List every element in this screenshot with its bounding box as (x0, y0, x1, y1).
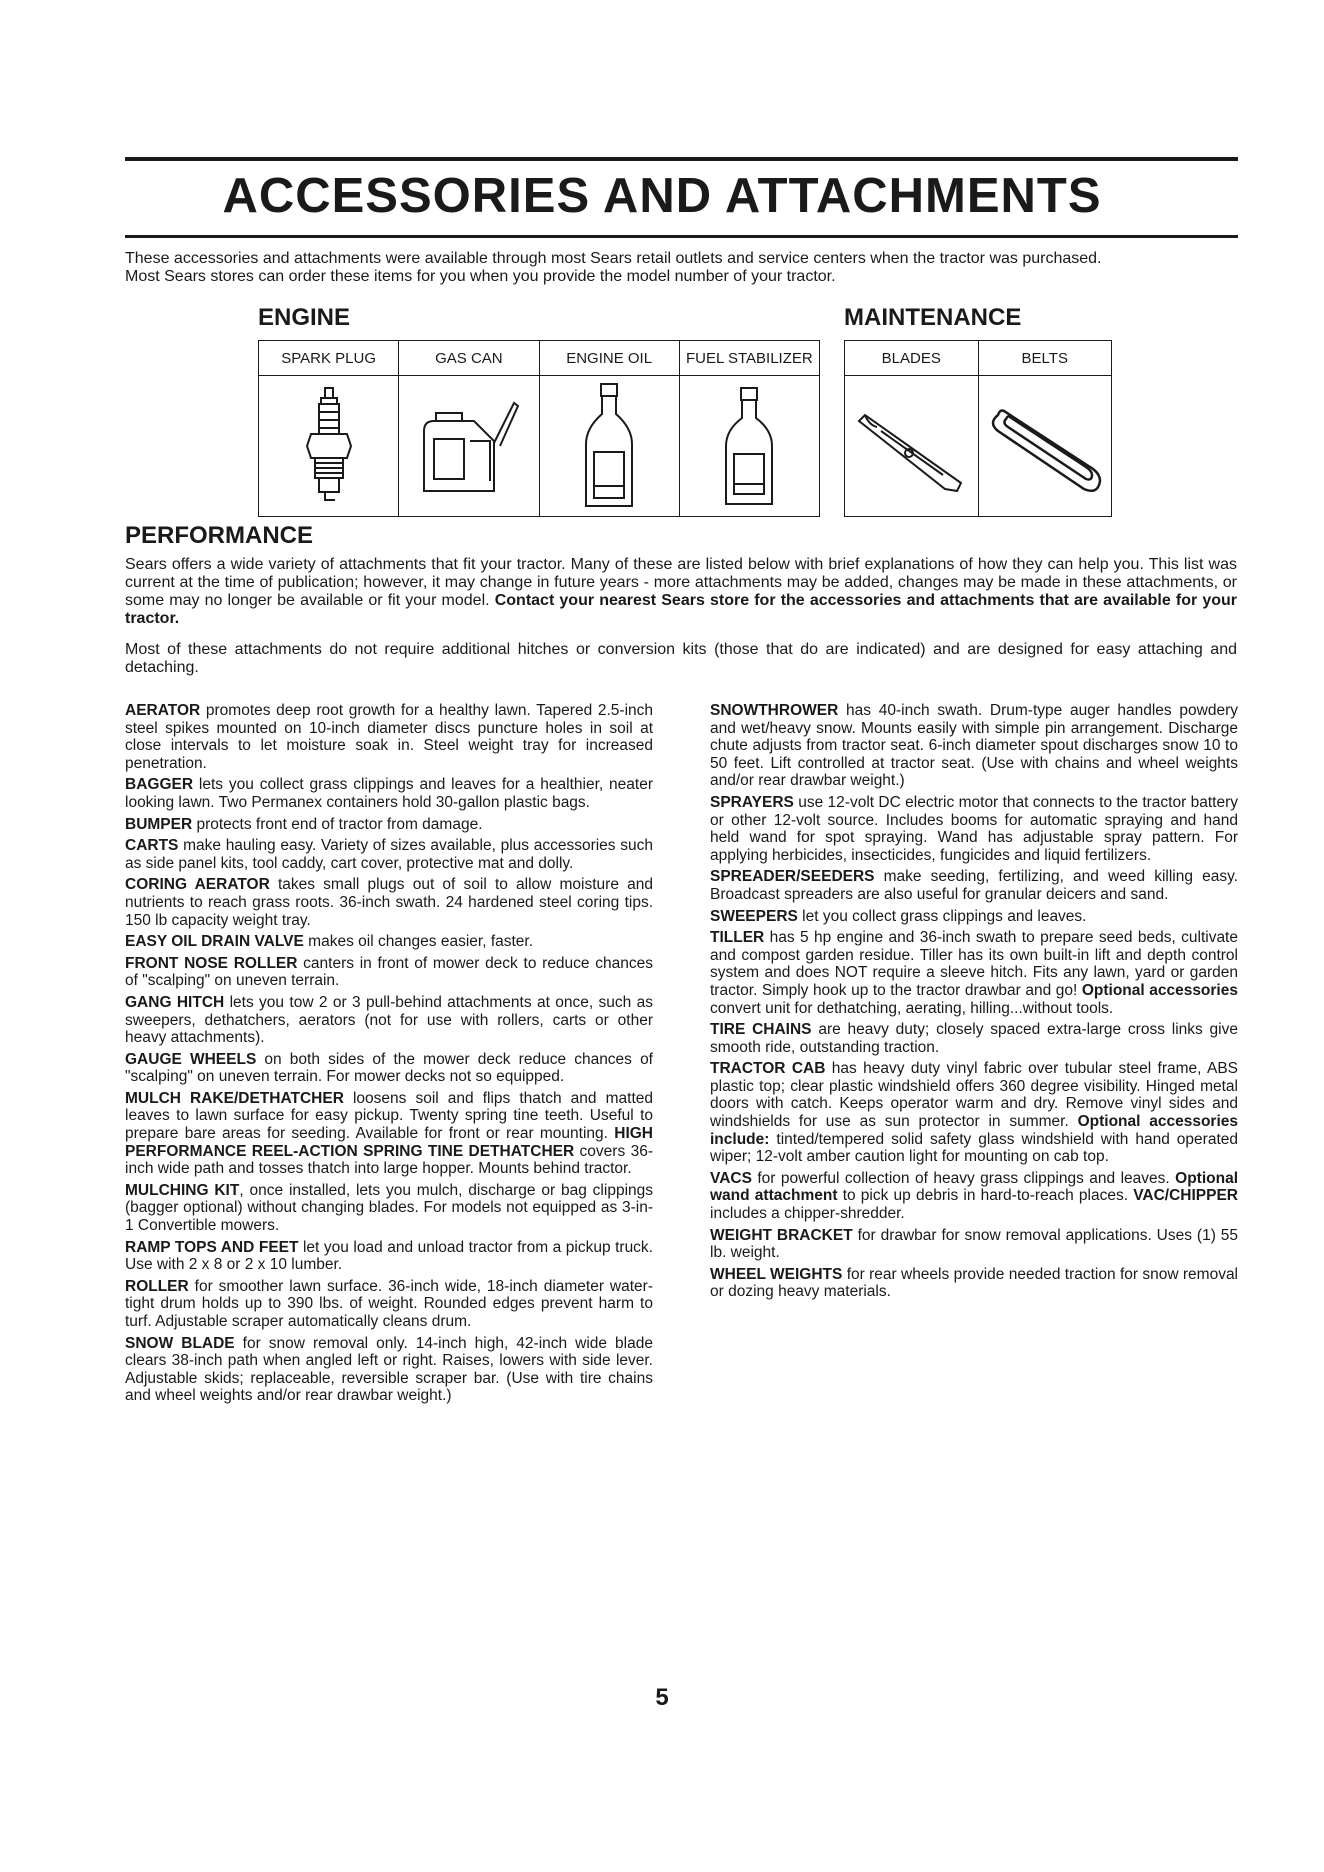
performance-text (125, 556, 1237, 628)
page-title: ACCESSORIES AND ATTACHMENTS (222, 169, 1102, 223)
intro-line-1: These accessories and attachments were available through most Sears retail outlets and service centers when the tractor was purchased. (125, 250, 1102, 267)
list-item: WHEEL WEIGHTS for rear wheels provide needed traction for snow removal or dozing heavy materials. (710, 1265, 1239, 1301)
fuel-stabilizer-label: FUEL STABILIZER (679, 341, 819, 376)
intro-text (125, 250, 1237, 286)
list-item: RAMP TOPS AND FEET let you load and unload tractor from a pickup truck. Use with 2 x 8 or 2 x 10 lumber. (125, 1238, 653, 1274)
list-item: FRONT NOSE ROLLER canters in front of mower deck to reduce chances of "scalping" on uneven terrain. (125, 954, 653, 990)
belts-label: BELTS (978, 341, 1112, 376)
performance-heading: PERFORMANCE (125, 522, 314, 549)
list-item: TRACTOR CAB has heavy duty vinyl fabric over tubular steel frame, ABS plastic top; clear plastic windshield offers 360 degree visibility. Hinged metal doors with catch. Keeps operator warm and dry. Remove vinyl sides and windshields for use as sun protector in summer. Optional accessories include: tinted/tempered solid safety glass windshield with hand operated wiper; 12-volt amber caution light for mounting on cab top. (710, 1060, 1239, 1166)
fuel-stabilizer-cell (679, 376, 819, 517)
oil-bottle-icon (574, 382, 644, 510)
list-item: MULCH RAKE/DETHATCHER loosens soil and flips thatch and matted leaves to lawn surface for easy pickup. Twenty spring tine teeth. Useful to prepare bare areas for seeding. Available for front or rear mounting. HIGH PERFORMANCE REEL-ACTION SPRING TINE DETHATCHER covers 36-inch wide path and tosses thatch into large hopper. Mounts behind tractor. (125, 1089, 653, 1178)
blades-label: BLADES (845, 341, 979, 376)
list-item: SPRAYERS use 12-volt DC electric motor that connects to the tractor battery or other 12-volt source. Includes booms for automatic spraying and hand held wand for spot spraying. Wand has adjustable spray pattern. For applying herbicides, insecticides, fungicides and liquid fertilizers. (710, 793, 1238, 864)
engine-oil-label: ENGINE OIL (539, 341, 679, 376)
list-item: MULCHING KIT, once installed, lets you mulch, discharge or bag clippings (bagger optional) without changing blades. For models not equipped as 3-in-1 Convertible mowers. (125, 1181, 653, 1235)
engine-oil-cell (539, 376, 679, 517)
intro-line-2: Most Sears stores can order these items for you when you provide the model number of your tractor. (125, 268, 836, 285)
performance-paragraph-2: Most of these attachments do not require additional hitches or conversion kits (those that do are indicated) and are designed for easy attaching and detaching. (125, 641, 1237, 676)
list-item: SWEEPERS let you collect grass clippings and leaves. (710, 907, 1087, 925)
maintenance-heading: MAINTENANCE (844, 304, 1022, 331)
top-rule (125, 157, 1238, 161)
list-item: CARTS make hauling easy. Variety of sizes available, plus accessories such as side panel kits, tool caddy, cart cover, protective mat and dolly. (125, 837, 653, 872)
list-item: SNOW BLADE for snow removal only. 14-inch high, 42-inch wide blade clears 38-inch path when angled left or right. Raises, lowers with side lever. Adjustable skids; replaceable, reversible scraper bar. (Use with tire chains and wheel weights and/or rear drawbar weight.) (125, 1334, 653, 1405)
title-underline (125, 235, 1238, 238)
list-item: VACS for powerful collection of heavy grass clippings and leaves. Optional wand attachment to pick up debris in hard-to-reach places. VAC/CHIPPER includes a chipper-shredder. (710, 1169, 1238, 1223)
spark-plug-label: SPARK PLUG (259, 341, 399, 376)
list-item: BAGGER lets you collect grass clippings and leaves for a healthier, neater looking lawn. Two Permanex containers hold 30-gallon plastic bags. (125, 776, 653, 811)
engine-table (258, 340, 820, 517)
spark-plug-icon (299, 386, 359, 506)
performance-paragraph-1: Sears offers a wide variety of attachments that fit your tractor. Many of these are listed below with brief explanations of how they can help you. This list was current at the time of publication; however, it may change in future years - more attachments may be added, changes may be made in these attachments, or some may no longer be available or fit your model. (125, 556, 1237, 609)
right-column (710, 702, 1238, 1305)
page-number: 5 (655, 1684, 669, 1711)
list-item: WEIGHT BRACKET for drawbar for snow removal applications. Uses (1) 55 lb. weight. (710, 1226, 1238, 1262)
gas-can-label: GAS CAN (399, 341, 539, 376)
list-item: EASY OIL DRAIN VALVE makes oil changes easier, faster. (125, 933, 534, 951)
left-column (125, 702, 653, 1409)
belts-cell (978, 376, 1112, 517)
list-item: BUMPER protects front end of tractor from damage. (125, 815, 483, 833)
gas-can-icon (414, 391, 524, 501)
engine-heading: ENGINE (258, 304, 351, 331)
list-item: TILLER has 5 hp engine and 36-inch swath to prepare seed beds, cultivate and compost garden residue. Tiller has its own built-in lift and depth control system and does NOT require a sleeve hitch. Fits any lawn, yard or garden tractor. Simply hook up to the tractor drawbar and go! Optional accessories convert unit for dethatching, aerating, hilling...without tools. (710, 929, 1238, 1017)
blade-icon (851, 391, 971, 501)
blades-cell (845, 376, 979, 517)
list-item: GANG HITCH lets you tow 2 or 3 pull-behind attachments at once, such as sweepers, dethatchers, aerators (not for use with rollers, carts or other heavy attachments). (125, 993, 653, 1047)
performance-paragraph-1-bold: Contact your nearest Sears store for the accessories and attachments that are available for your tractor. (125, 592, 1238, 627)
belt-icon (984, 391, 1106, 501)
list-item: AERATOR promotes deep root growth for a healthy lawn. Tapered 2.5-inch steel spikes mounted on 10-inch diameter discs puncture holes in soil at close intervals to let moisture soak in. Steel weight tray for increased penetration. (125, 702, 653, 772)
list-item: CORING AERATOR takes small plugs out of soil to allow moisture and nutrients to reach grass roots. 36-inch swath. 24 hardened steel coring tips. 150 lb capacity weight tray. (125, 876, 653, 929)
spark-plug-cell (259, 376, 399, 517)
gas-can-cell (399, 376, 539, 517)
maintenance-table (844, 340, 1112, 517)
list-item: GAUGE WHEELS on both sides of the mower deck reduce chances of "scalping" on uneven terrain. For mower decks not so equipped. (125, 1050, 653, 1086)
list-item: TIRE CHAINS are heavy duty; closely spaced extra-large cross links give smooth ride, outstanding traction. (710, 1021, 1238, 1056)
list-item: SPREADER/SEEDERS make seeding, fertilizing, and weed killing easy. Broadcast spreaders are also useful for granular deicers and sand. (710, 868, 1238, 903)
list-item: SNOWTHROWER has 40-inch swath. Drum-type auger handles powdery and wet/heavy snow. Mounts easily with simple pin arrangement. Discharge chute adjusts from tractor seat. 6-inch diameter spout discharges snow 10 to 50 feet. Lift controlled at tractor seat. (Use with chains and wheel weights and/or rear drawbar weight.) (710, 702, 1238, 790)
stabilizer-bottle-icon (714, 382, 784, 510)
list-item: ROLLER for smoother lawn surface. 36-inch wide, 18-inch diameter water-tight drum holds up to 390 lbs. of weight. Rounded edges prevent harm to turf. Adjustable scraper automatically cleans drum. (125, 1277, 653, 1330)
